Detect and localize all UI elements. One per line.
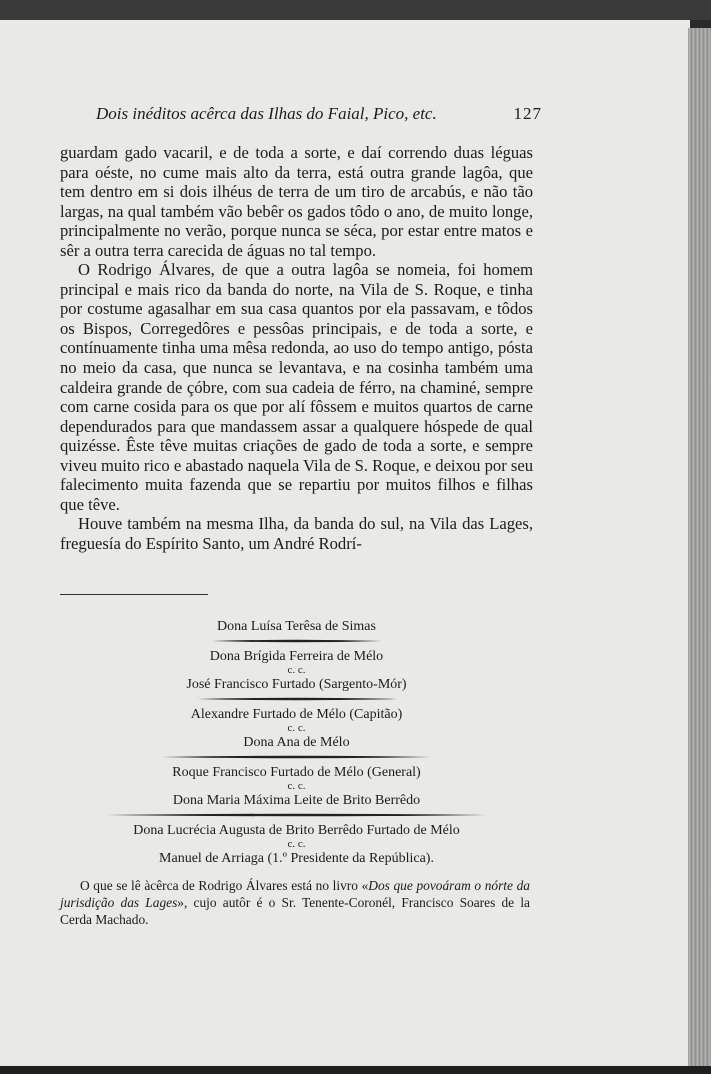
genealogy-name: Alexandre Furtado de Mélo (Capitão) — [190, 707, 403, 722]
page-edges — [688, 28, 711, 1068]
genealogy-name: Dona Lucrécia Augusta de Brito Berrêdo Furtado de Mélo — [133, 823, 460, 838]
genealogy-name: Dona Luísa Terêsa de Simas — [217, 619, 376, 634]
genealogy-marriage-mark: c. c. — [287, 780, 306, 792]
ornamental-divider — [60, 754, 533, 760]
genealogy-marriage-mark: c. c. — [287, 722, 306, 734]
scan-bottom-border — [0, 1066, 711, 1074]
genealogy-name: Dona Maria Máxima Leite de Brito Berrêdo — [172, 793, 421, 808]
genealogy-name: Dona Brígida Ferreira de Mélo — [209, 649, 384, 664]
footnote — [60, 877, 530, 928]
paragraph: guardam gado vacaril, e de toda a sorte, e daí correndo duas léguas para oéste, no cume mais alto da terra, está outra grande lagôa, que tem dentro em si dois ilhéus de terra de um tiro de arcabús, e não tão largas, na qual também vão bebêr os gados tôdo o ano, de muito longe, principalmente no verão, porque nunca se séca, por estar entre matos e sêr a outra terra carecida de águas no tal tempo. — [60, 143, 533, 260]
running-header — [96, 104, 542, 124]
footnote-text-end: », cujo autôr é o Sr. Tenente-Coronél, Francisco Soares de la Cerda Machado. — [60, 895, 530, 927]
footnote-book-title: Dos que povoáram o nórte da jurisdição das Lages — [60, 878, 530, 910]
genealogy-marriage-mark: c. c. — [287, 838, 306, 850]
genealogy-table — [60, 618, 533, 867]
paragraph: Houve também na mesma Ilha, da banda do sul, na Vila das Lages, freguesía do Espírito Santo, um André Rodrí- — [60, 514, 533, 553]
genealogy-name: José Francisco Furtado (Sargento-Mór) — [186, 677, 407, 692]
genealogy-marriage-mark: c. c. — [287, 664, 306, 676]
genealogy-name: Roque Francisco Furtado de Mélo (General) — [172, 765, 421, 780]
body-text — [60, 143, 533, 553]
ornamental-divider — [60, 812, 533, 818]
ornamental-divider — [60, 696, 533, 702]
running-title: Dois inéditos acêrca das Ilhas do Faial, Pico, etc. — [96, 104, 437, 123]
footnote-text — [60, 877, 530, 928]
ornamental-divider — [60, 638, 533, 644]
footnote-rule — [60, 594, 208, 595]
genealogy-name: Manuel de Arriaga (1.º Presidente da República). — [159, 851, 434, 866]
scan-top-border — [0, 0, 711, 20]
page-number: 127 — [513, 104, 542, 123]
paragraph: O Rodrigo Álvares, de que a outra lagôa se nomeia, foi homem principal e mais rico da banda do norte, na Vila de S. Roque, e tinha por costume agasalhar em sua casa quantos por ela passavam, e tôdos os Bispos, Corregedôres e pessôas principais, e de toda a sorte, e contínuamente tinha uma mêsa redonda, ao uso do tempo antigo, pósta no meio da casa, que nunca se levantava, e na cosinha também uma caldeira grande de çóbre, com sua cadeia de férro, na chaminé, sempre com carne cosida para os que por alí fôssem e muitos quartos de carne dependurados para que mandassem assar a qualquere hóspede de qual quizésse. Êste têve muitas criações de gado de toda a sorte, e sempre viveu muito rico e abastado naquela Vila de S. Roque, e deixou por seu falecimento muita fazenda que se repartiu por muitos filhos e filhas que têve. — [60, 260, 533, 514]
footnote-text-start: O que se lê àcêrca de Rodrigo Álvares está no livro « — [80, 878, 369, 893]
genealogy-name: Dona Ana de Mélo — [243, 735, 350, 750]
